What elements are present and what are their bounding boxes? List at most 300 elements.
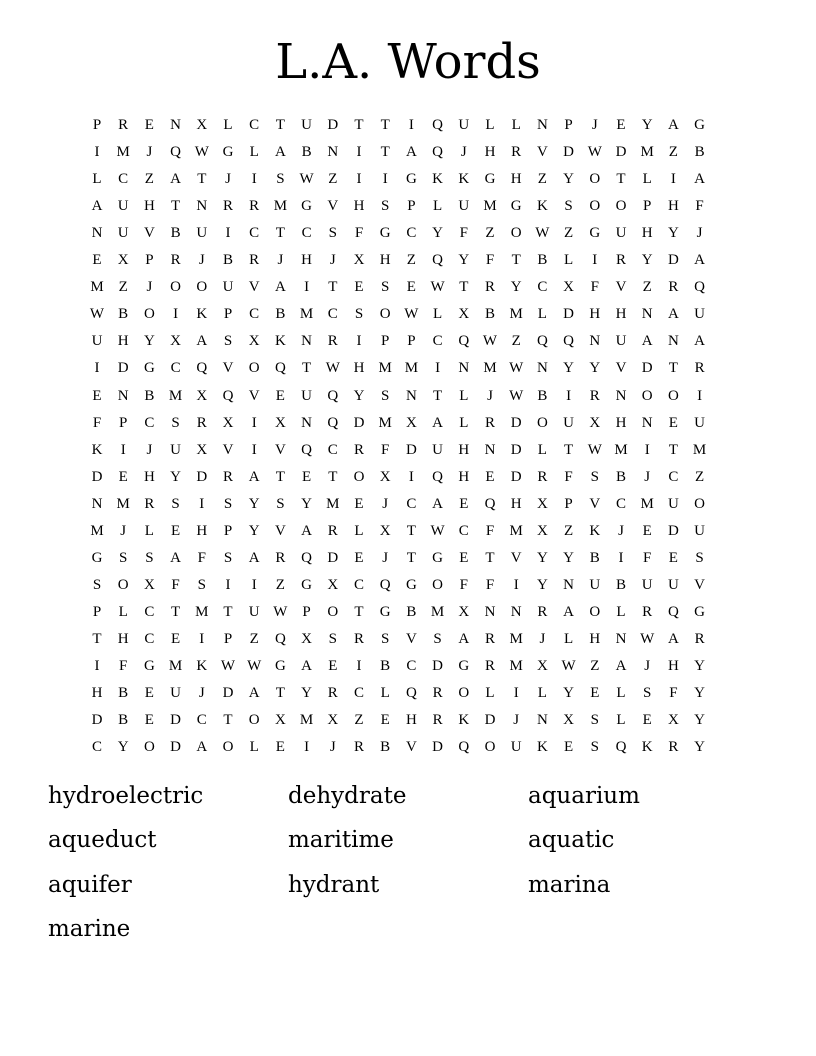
grid-letter: Q [379, 576, 391, 593]
grid-letter: W [273, 603, 288, 620]
grid-letter: L [616, 685, 626, 702]
grid-letter: X [248, 333, 260, 350]
grid-letter: L [485, 685, 495, 702]
grid-letter: O [379, 306, 391, 323]
grid-letter: V [327, 198, 339, 215]
grid-letter: O [222, 739, 234, 756]
grid-letter: T [511, 252, 521, 269]
grid-letter: S [197, 576, 206, 593]
grid-letter: I [566, 387, 572, 404]
grid-letter: P [407, 333, 416, 350]
grid-row [84, 193, 734, 220]
grid-letter: E [275, 739, 285, 756]
grid-letter: M [116, 144, 130, 161]
grid-letter: I [304, 739, 310, 756]
grid-letter: B [222, 252, 233, 269]
grid-letter: M [483, 198, 497, 215]
grid-letter: T [223, 712, 233, 729]
grid-letter: Z [406, 252, 416, 269]
grid-letter: V [248, 387, 260, 404]
grid-letter: T [406, 522, 416, 539]
grid-letter: I [120, 441, 126, 458]
grid-letter: J [513, 712, 520, 729]
grid-letter: J [382, 549, 389, 566]
grid-letter: D [667, 522, 679, 539]
grid-letter: T [328, 468, 338, 485]
grid-letter: X [170, 333, 182, 350]
grid-letter: C [249, 225, 260, 242]
grid-letter: Z [590, 658, 600, 674]
grid-row [84, 491, 734, 518]
grid-letter: N [301, 333, 313, 350]
grid-letter: K [274, 333, 286, 350]
grid-letter: I [592, 252, 598, 269]
grid-letter: C [144, 414, 155, 431]
grid-letter: C [432, 333, 443, 350]
grid-letter: G [432, 549, 444, 566]
grid-letter: A [248, 468, 260, 485]
grid-letter: C [537, 279, 548, 296]
grid-letter: I [94, 658, 100, 674]
grid-letter: S [590, 468, 599, 485]
word-list [48, 776, 768, 956]
grid-letter: U [589, 576, 601, 593]
grid-letter: I [94, 360, 100, 377]
grid-letter: R [249, 198, 260, 215]
grid-letter: G [694, 117, 706, 133]
grid-letter: D [327, 549, 339, 566]
grid-letter: Y [301, 685, 313, 702]
grid-letter: L [459, 387, 469, 404]
grid-letter: W [430, 279, 445, 296]
grid-letter: S [381, 387, 390, 404]
grid-letter: D [563, 144, 575, 161]
grid-letter: S [381, 630, 390, 647]
grid-letter: W [89, 306, 105, 323]
grid-letter: Y [694, 658, 706, 674]
grid-letter: S [433, 630, 442, 647]
grid-letter: U [615, 333, 627, 350]
grid-letter: X [379, 522, 391, 539]
grid-letter: Z [537, 171, 547, 188]
grid-letter: T [668, 441, 678, 458]
grid-letter: R [144, 495, 155, 512]
grid-letter: R [694, 630, 705, 647]
grid-letter: U [694, 414, 706, 431]
grid-letter: L [223, 117, 233, 133]
grid-letter: F [171, 576, 180, 593]
grid-letter: H [589, 306, 601, 323]
grid-letter: R [353, 739, 364, 756]
grid-letter: Q [458, 739, 470, 756]
grid-letter: R [327, 685, 338, 702]
grid-row [84, 653, 734, 680]
grid-letter: X [536, 522, 548, 539]
grid-letter: F [485, 522, 495, 539]
grid-letter: O [196, 279, 208, 296]
grid-letter: V [694, 576, 706, 593]
grid-letter: O [143, 739, 155, 756]
grid-letter: A [274, 279, 286, 296]
grid-letter: N [458, 360, 470, 377]
grid-letter: F [381, 441, 390, 458]
grid-letter: I [304, 279, 310, 296]
grid-letter: Y [536, 576, 548, 593]
grid-letter: J [382, 495, 389, 512]
grid-letter: A [91, 198, 103, 215]
grid-letter: L [485, 117, 495, 133]
word-list-item: aquarium [528, 783, 640, 809]
grid-letter: I [94, 144, 100, 161]
grid-letter: C [327, 441, 338, 458]
grid-letter: Y [694, 685, 706, 702]
grid-letter: Z [564, 522, 574, 539]
grid-letter: G [589, 225, 601, 242]
grid-letter: Y [667, 225, 679, 242]
grid-letter: Y [536, 549, 548, 566]
grid-letter: L [249, 739, 259, 756]
grid-letter: I [356, 144, 362, 161]
grid-letter: K [536, 739, 548, 756]
grid-letter: T [223, 603, 233, 620]
grid-letter: E [354, 549, 364, 566]
grid-letter: P [223, 630, 233, 647]
grid-letter: H [353, 198, 365, 215]
grid-letter: C [144, 603, 155, 620]
grid-letter: T [459, 279, 469, 296]
grid-letter: X [563, 712, 575, 729]
grid-letter: D [91, 468, 103, 485]
grid-letter: Y [143, 333, 155, 350]
grid-letter: D [484, 712, 496, 729]
grid-letter: N [667, 333, 679, 350]
grid-letter: I [697, 387, 703, 404]
grid-letter: Q [301, 441, 313, 458]
grid-letter: I [670, 171, 676, 188]
grid-letter: M [509, 522, 523, 539]
grid-letter: H [484, 144, 496, 161]
grid-letter: A [405, 144, 417, 161]
grid-letter: Y [563, 171, 575, 188]
grid-letter: R [327, 333, 338, 350]
grid-letter: V [222, 360, 234, 377]
grid-letter: N [536, 712, 548, 729]
grid-letter: I [513, 685, 519, 702]
grid-letter: S [695, 549, 704, 566]
grid-row [84, 355, 734, 382]
grid-letter: W [509, 387, 524, 404]
grid-letter: Z [328, 171, 338, 188]
grid-letter: E [144, 712, 154, 729]
grid-letter: U [615, 225, 627, 242]
grid-letter: X [458, 603, 470, 620]
grid-letter: I [356, 333, 362, 350]
grid-letter: A [301, 522, 313, 539]
grid-letter: Y [694, 739, 706, 756]
grid-letter: H [117, 333, 129, 350]
grid-letter: J [146, 144, 153, 161]
grid-letter: D [432, 739, 444, 756]
grid-letter: N [91, 225, 103, 242]
grid-letter: T [380, 144, 390, 161]
grid-letter: W [587, 441, 602, 458]
grid-letter: C [301, 225, 312, 242]
grid-letter: Q [458, 333, 470, 350]
grid-letter: Z [511, 333, 521, 350]
grid-letter: X [536, 658, 548, 674]
grid-letter: O [694, 495, 706, 512]
grid-letter: R [432, 712, 443, 729]
grid-letter: O [248, 712, 260, 729]
grid-letter: Q [170, 144, 182, 161]
grid-letter: R [222, 198, 233, 215]
grid-letter: T [197, 171, 207, 188]
grid-letter: S [354, 306, 364, 323]
grid-letter: E [380, 712, 390, 729]
grid-letter: L [564, 630, 574, 647]
grid-letter: U [301, 117, 313, 133]
grid-letter: N [196, 198, 208, 215]
grid-letter: G [694, 603, 706, 620]
grid-letter: L [537, 306, 547, 323]
grid-letter: G [91, 549, 103, 566]
grid-letter: D [563, 306, 575, 323]
grid-letter: J [591, 117, 598, 133]
grid-letter: O [432, 576, 444, 593]
grid-letter: K [432, 171, 444, 188]
grid-letter: R [275, 549, 286, 566]
grid-letter: B [118, 306, 129, 323]
grid-letter: L [616, 712, 626, 729]
grid-letter: U [117, 198, 129, 215]
grid-letter: Q [536, 333, 548, 350]
grid-letter: W [299, 171, 314, 188]
grid-letter: Q [667, 603, 679, 620]
grid-row [84, 166, 734, 193]
grid-letter: N [484, 603, 496, 620]
grid-letter: Q [274, 360, 286, 377]
grid-letter: D [432, 658, 444, 674]
grid-letter: Y [563, 685, 575, 702]
grid-letter: I [251, 441, 257, 458]
grid-letter: G [143, 658, 155, 674]
grid-letter: L [616, 603, 626, 620]
grid-letter: A [615, 658, 627, 674]
grid-letter: N [563, 576, 575, 593]
grid-row [84, 410, 734, 437]
grid-letter: M [326, 495, 340, 512]
grid-letter: E [328, 658, 338, 674]
grid-letter: H [117, 630, 129, 647]
grid-letter: G [405, 576, 417, 593]
grid-letter: S [381, 279, 390, 296]
grid-letter: U [641, 576, 653, 593]
grid-letter: B [694, 144, 705, 161]
grid-letter: Z [118, 279, 128, 296]
grid-letter: J [329, 252, 336, 269]
grid-row [84, 274, 734, 301]
grid-letter: Y [301, 495, 313, 512]
grid-letter: U [222, 279, 234, 296]
grid-letter: C [249, 306, 260, 323]
grid-letter: Z [695, 468, 705, 485]
grid-letter: X [589, 414, 601, 431]
grid-letter: H [458, 441, 470, 458]
grid-letter: A [694, 171, 706, 188]
word-list-item: maritime [288, 827, 394, 853]
grid-letter: X [536, 495, 548, 512]
grid-letter: M [404, 360, 419, 377]
grid-letter: Q [432, 117, 444, 133]
grid-letter: Z [144, 171, 154, 188]
grid-letter: H [458, 468, 470, 485]
grid-letter: B [406, 603, 417, 620]
grid-letter: A [694, 252, 706, 269]
grid-letter: N [510, 603, 522, 620]
grid-letter: A [694, 333, 706, 350]
grid-letter: T [564, 441, 574, 458]
grid-letter: C [406, 225, 417, 242]
grid-row [84, 220, 734, 247]
grid-letter: D [510, 441, 522, 458]
grid-letter: N [484, 441, 496, 458]
grid-letter: M [378, 360, 392, 377]
grid-letter: E [564, 739, 574, 756]
grid-letter: G [379, 603, 391, 620]
grid-letter: P [223, 522, 233, 539]
grid-letter: M [116, 495, 130, 512]
grid-letter: Z [485, 225, 495, 242]
grid-letter: T [354, 603, 364, 620]
grid-letter: A [248, 685, 260, 702]
grid-letter: H [379, 252, 391, 269]
grid-letter: R [537, 468, 548, 485]
grid-letter: Q [301, 549, 313, 566]
grid-letter: L [433, 306, 443, 323]
grid-letter: E [171, 522, 181, 539]
grid-letter: W [194, 144, 209, 161]
grid-letter: N [615, 630, 627, 647]
grid-letter: D [405, 441, 417, 458]
grid-letter: E [668, 549, 678, 566]
grid-letter: E [642, 522, 652, 539]
grid-letter: B [537, 252, 548, 269]
grid-letter: T [616, 171, 626, 188]
grid-letter: D [196, 468, 208, 485]
grid-letter: K [536, 198, 548, 215]
grid-row [84, 112, 734, 139]
grid-letter: Q [405, 685, 417, 702]
grid-letter: K [196, 658, 208, 674]
grid-letter: U [458, 117, 470, 133]
grid-letter: U [91, 333, 103, 350]
grid-letter: X [274, 712, 286, 729]
grid-letter: C [144, 630, 155, 647]
grid-letter: Y [248, 522, 260, 539]
grid-letter: O [484, 739, 496, 756]
grid-letter: B [589, 549, 600, 566]
grid-letter: I [382, 171, 388, 188]
grid-letter: S [171, 414, 180, 431]
grid-letter: F [459, 225, 468, 242]
grid-letter: Y [353, 387, 365, 404]
grid-letter: W [247, 658, 262, 674]
grid-letter: S [590, 712, 599, 729]
grid-letter: A [432, 495, 444, 512]
grid-letter: W [430, 522, 445, 539]
grid-letter: Y [248, 495, 260, 512]
grid-letter: E [406, 279, 416, 296]
grid-letter: F [643, 549, 652, 566]
grid-letter: B [170, 225, 181, 242]
grid-letter: K [458, 171, 470, 188]
grid-letter: O [327, 603, 339, 620]
grid-row [84, 518, 734, 545]
grid-letter: S [564, 198, 573, 215]
grid-letter: T [433, 387, 443, 404]
grid-letter: U [170, 441, 182, 458]
grid-letter: K [196, 306, 208, 323]
grid-letter: G [301, 198, 313, 215]
grid-letter: U [510, 739, 522, 756]
grid-letter: C [406, 658, 417, 674]
grid-letter: B [118, 712, 129, 729]
grid-letter: R [353, 630, 364, 647]
grid-letter: C [118, 171, 129, 188]
grid-letter: X [379, 468, 391, 485]
grid-letter: K [641, 739, 653, 756]
grid-letter: V [274, 441, 286, 458]
grid-letter: P [564, 495, 573, 512]
grid-letter: E [302, 468, 312, 485]
grid-letter: M [273, 198, 288, 215]
grid-letter: Y [589, 360, 601, 377]
grid-letter: D [510, 468, 522, 485]
grid-letter: O [589, 171, 601, 188]
grid-letter: I [251, 576, 257, 593]
grid-letter: M [430, 603, 445, 620]
grid-letter: R [432, 685, 443, 702]
word-list-item: aqueduct [48, 827, 157, 853]
grid-letter: R [589, 387, 600, 404]
grid-letter: H [667, 658, 679, 674]
grid-letter: Y [510, 279, 522, 296]
grid-row [84, 572, 734, 599]
grid-letter: Y [563, 360, 575, 377]
grid-letter: F [590, 279, 599, 296]
grid-letter: Y [641, 252, 653, 269]
grid-letter: I [513, 576, 519, 593]
grid-letter: L [433, 198, 443, 215]
grid-letter: Y [117, 739, 129, 756]
grid-letter: J [618, 522, 624, 539]
grid-letter: B [275, 306, 286, 323]
grid-letter: D [170, 712, 182, 729]
grid-letter: M [483, 360, 497, 377]
grid-letter: R [249, 252, 260, 269]
grid-letter: J [460, 144, 467, 161]
grid-letter: O [667, 387, 679, 404]
grid-letter: I [225, 576, 231, 593]
grid-letter: C [458, 522, 469, 539]
grid-letter: X [196, 117, 208, 133]
grid-letter: U [432, 441, 444, 458]
grid-letter: X [458, 306, 470, 323]
grid-letter: H [301, 252, 313, 269]
grid-letter: T [354, 117, 364, 133]
grid-letter: E [92, 387, 102, 404]
grid-letter: F [485, 576, 495, 593]
